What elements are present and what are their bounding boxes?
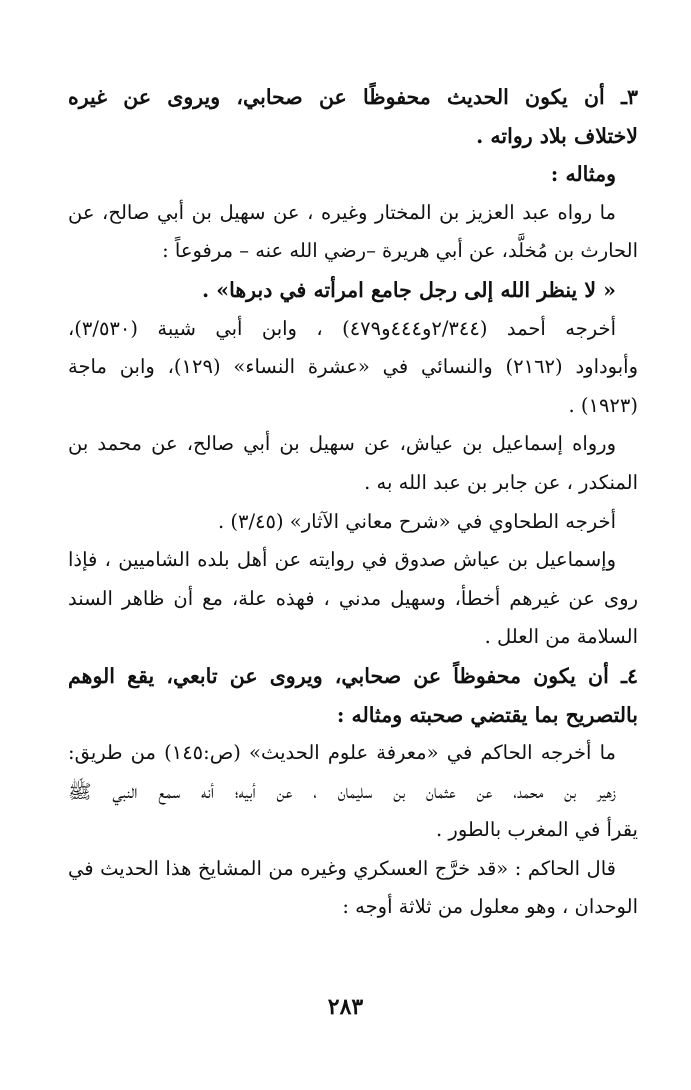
page-number: ٢٨٣ bbox=[327, 994, 364, 1020]
text-line: وأبوداود (٢١٦٢) والنسائي في «عشرة النساء» (١٢٩)، وابن ماجة bbox=[68, 355, 639, 379]
text-line: أخرجه الطحاوي في «شرح معاني الآثار» (٣/٤٥) . bbox=[217, 509, 616, 533]
text-line: ورواه إسماعيل بن عياش، عن سهيل بن أبي صالح، عن محمد بن bbox=[68, 432, 616, 456]
text-line: « لا ينظر الله إلى رجل جامع امرأته في دبرها» . bbox=[202, 277, 616, 302]
text-line: (١٩٢٣) . bbox=[568, 393, 638, 417]
text-line: أخرجه أحمد (٢/٣٤٤و٤٤٤و٤٧٩) ، وابن أبي شيبة (٣/٥٣٠)، bbox=[68, 316, 616, 340]
text-line: المنكدر ، عن جابر بن عبد الله به . bbox=[364, 470, 638, 494]
text-line: السلامة من العلل . bbox=[484, 625, 638, 649]
text-line: يقرأ في المغرب بالطور . bbox=[436, 818, 638, 842]
text-line: قال الحاكم : «قد خرَّج العسكري وغيره من المشايخ هذا الحديث في bbox=[68, 856, 616, 880]
text-line: زهير بن محمد، عن عثمان بن سليمان ، عن أبيه؛ أنه سمع النبي ﷺ bbox=[68, 779, 616, 803]
text-line: الوحدان ، وهو معلول من ثلاثة أوجه : bbox=[342, 895, 638, 919]
text-line: لاختلاف بلاد رواته . bbox=[476, 123, 638, 148]
page-body bbox=[68, 78, 638, 927]
text-line: ومثاله : bbox=[550, 162, 616, 187]
text-line: بالتصريح بما يقتضي صحبته ومثاله : bbox=[336, 702, 638, 727]
text-line: ما رواه عبد العزيز بن المختار وغيره ، عن سهيل بن أبي صالح، عن bbox=[68, 200, 616, 224]
text-line: ما أخرجه الحاكم في «معرفة علوم الحديث» (ص:١٤٥) من طريق: bbox=[68, 741, 616, 765]
text-line: روى عن غيرهم أخطأ، وسهيل مدني ، فهذه علة، مع أن ظاهر السند bbox=[68, 586, 638, 610]
text-line: ٣ـ أن يكون الحديث محفوظًا عن صحابي، ويروى عن غيره bbox=[68, 85, 638, 109]
text-line: وإسماعيل بن عياش صدوق في روايته عن أهل بلده الشاميين ، فإذا bbox=[68, 548, 616, 572]
text-line: ٤ـ أن يكون محفوظاً عن صحابي، ويروى عن تابعي، يقع الوهم bbox=[68, 663, 638, 688]
text-line: الحارث بن مُخلَّد، عن أبي هريرة –رضي الله عنه – مرفوعاً : bbox=[162, 239, 638, 263]
